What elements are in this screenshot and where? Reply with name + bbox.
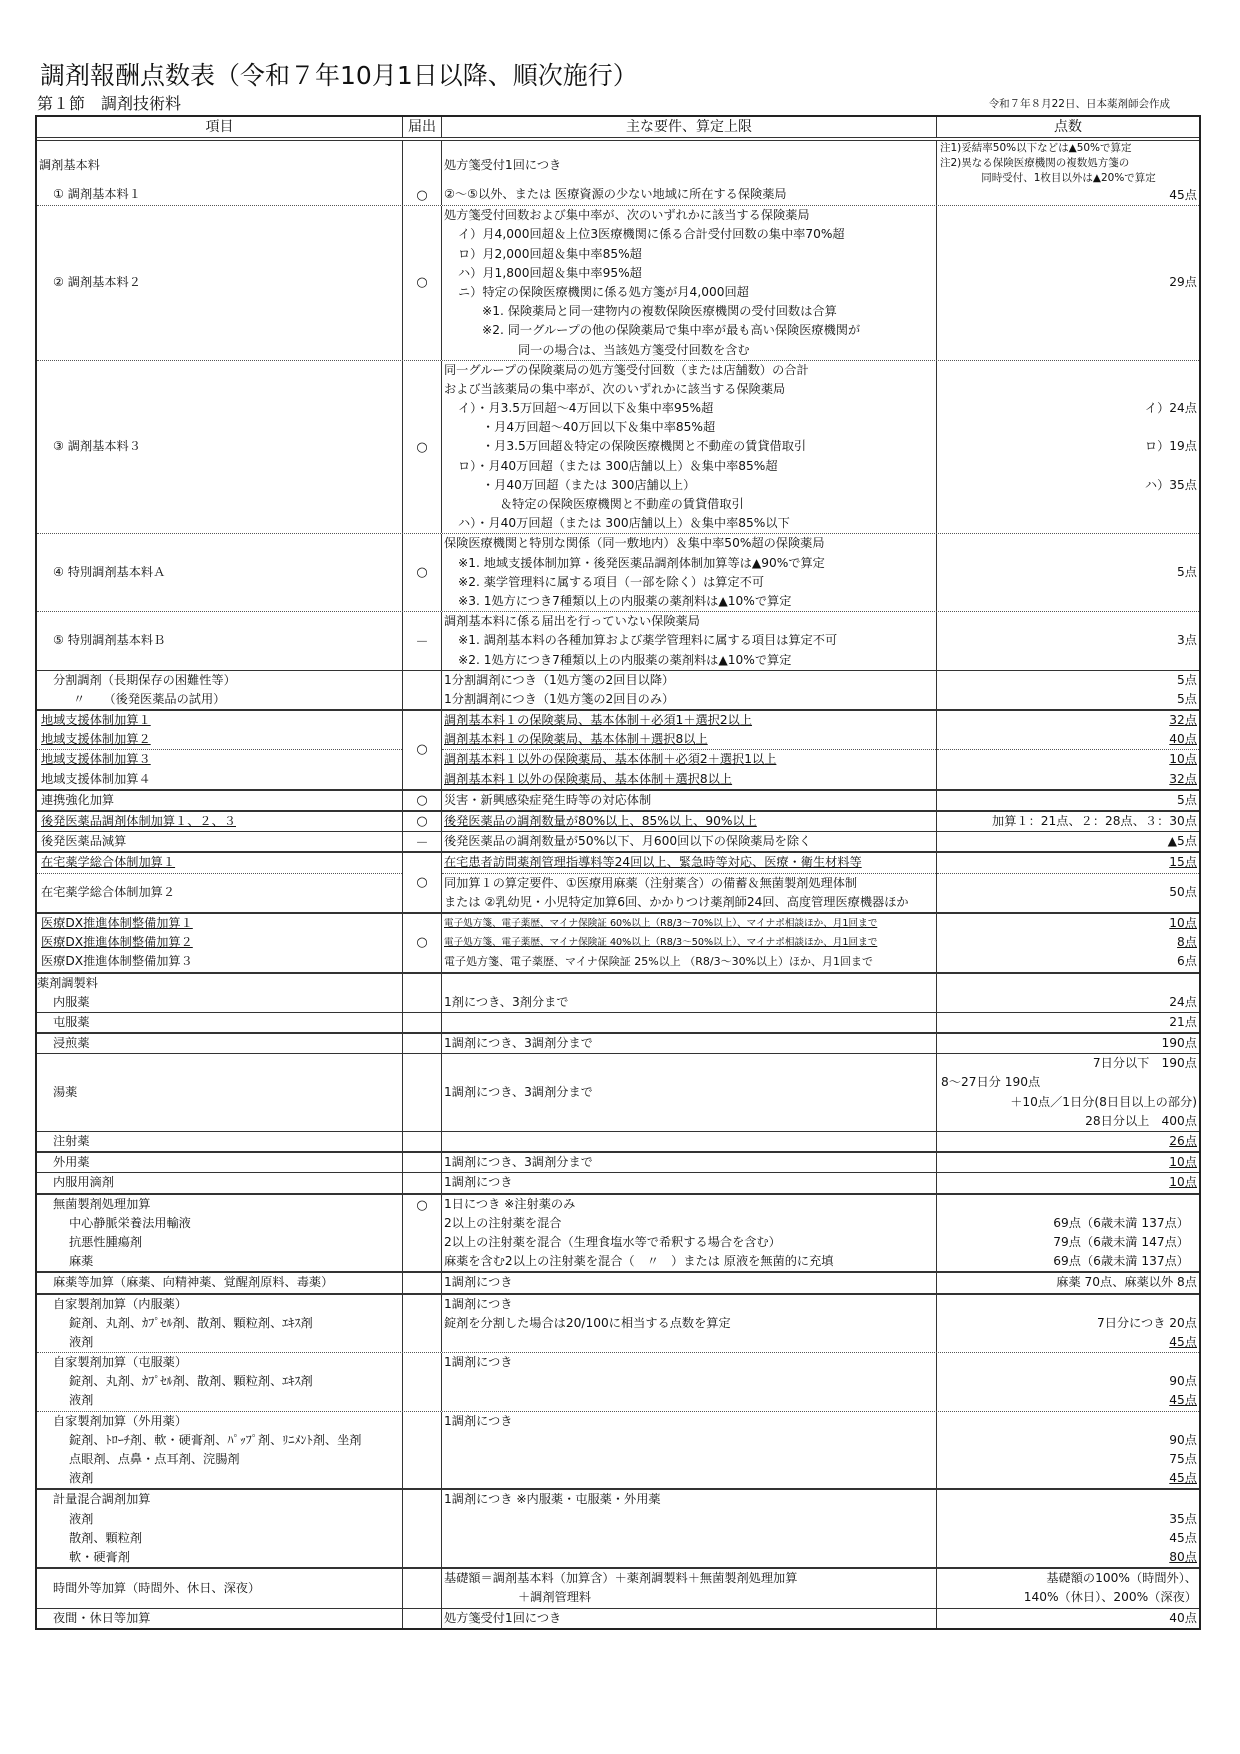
requirement-text: 1分割調剤につき（1処方箋の2回目のみ） bbox=[444, 691, 675, 706]
item-label: 液剤 bbox=[69, 1511, 94, 1526]
requirement-text: ②～⑤以外、または 医療資源の少ない地域に所在する保険薬局 bbox=[444, 187, 787, 202]
points-value: 3点 bbox=[1177, 633, 1197, 648]
points-value: 麻薬 70点、麻薬以外 8点 bbox=[1056, 1275, 1197, 1290]
points-value: 5点 bbox=[1177, 672, 1197, 687]
requirement-text: 保険医療機関と特別な関係（同一敷地内）＆集中率50%超の保険薬局 bbox=[444, 536, 825, 551]
points-value: 79点（6歳未満 147点） bbox=[1053, 1234, 1189, 1249]
requirement-text: 1調剤につき bbox=[444, 1275, 513, 1290]
notification-mark: － bbox=[403, 832, 442, 851]
date-author: 令和７年８月22日、日本薬剤師会作成 bbox=[988, 98, 1170, 110]
requirement-text: ロ）・月40万回超（または 300店舗以上）＆集中率85%超 bbox=[458, 458, 778, 473]
points-value: 15点 bbox=[1169, 855, 1197, 870]
document-title: 調剤報酬点数表（令和７年10月1日以降、順次施行） bbox=[40, 61, 638, 90]
col-header-notification: 届出 bbox=[403, 117, 442, 137]
points-value: 加算１：21点、２：28点、３：30点 bbox=[992, 814, 1197, 828]
requirement-text: ※2. 薬学管理料に属する項目（一部を除く）は算定不可 bbox=[458, 574, 765, 589]
points-value: 10点 bbox=[1169, 1155, 1197, 1170]
item-label: 湯薬 bbox=[53, 1085, 78, 1100]
item-label: 無菌製剤処理加算 bbox=[53, 1196, 151, 1211]
requirement-text: 後発医薬品の調剤数量が50%以下、月600回以下の保険薬局を除く bbox=[444, 834, 812, 849]
points-value: ロ）19点 bbox=[1144, 439, 1197, 454]
points-value: 140%（休日）、200%（深夜） bbox=[1023, 1590, 1197, 1605]
points-value: 21点 bbox=[1169, 1014, 1197, 1029]
requirement-text: ハ）・月40万回超（または 300店舗以上）＆集中率85%以下 bbox=[458, 516, 790, 531]
table-row bbox=[37, 851, 1199, 912]
requirement-text: ※3. 1処方につき7種類以上の内服薬の薬剤料は▲10%で算定 bbox=[458, 593, 792, 608]
item-label: 内服薬 bbox=[53, 994, 90, 1009]
requirement-text: イ）・月3.5万回超～4万回以下＆集中率95%超 bbox=[458, 401, 714, 416]
requirement-text: 調剤基本料１以外の保険薬局、基本体制＋選択8以上 bbox=[444, 771, 733, 786]
points-value: 40点 bbox=[1169, 1610, 1197, 1625]
table-row bbox=[37, 670, 1199, 709]
requirement-text: ・月40万回超（または 300店舗以上） bbox=[482, 477, 696, 492]
requirement-text: ・月4万回超～40万回以下＆集中率85%超 bbox=[482, 420, 716, 435]
requirement-text: 調剤基本料に係る届出を行っていない保険薬局 bbox=[444, 614, 700, 629]
item-label: 地域支援体制加算１ bbox=[41, 713, 151, 728]
table-row bbox=[37, 709, 1199, 789]
points-value: 45点 bbox=[1169, 1334, 1197, 1349]
item-label: 液剤 bbox=[69, 1334, 94, 1349]
table-row bbox=[37, 205, 1199, 360]
item-label: 浸煎薬 bbox=[53, 1036, 90, 1051]
item-label: 計量混合調剤加算 bbox=[53, 1492, 151, 1507]
points-value: 7日分につき 20点 bbox=[1096, 1315, 1197, 1330]
requirement-text: 1日につき ※注射薬のみ bbox=[444, 1196, 576, 1211]
points-value: 45点 bbox=[1169, 1471, 1197, 1486]
item-label: 医療DX推進体制整備加算３ bbox=[41, 954, 193, 969]
points-value: 45点 bbox=[1169, 1393, 1197, 1408]
requirement-text: 1剤につき、3剤分まで bbox=[444, 994, 569, 1009]
points-value: 75点 bbox=[1169, 1452, 1197, 1466]
requirement-text: 基礎額＝調剤基本料（加算含）＋薬剤調製料＋無菌製剤処理加算 bbox=[444, 1571, 798, 1586]
points-value: ▲5点 bbox=[1167, 834, 1197, 849]
item-label: 麻薬 bbox=[69, 1254, 94, 1269]
requirement-text: ※2. 1処方につき7種類以上の内服薬の薬剤料は▲10%で算定 bbox=[458, 652, 792, 667]
requirement-text: ロ）月2,000回超＆集中率85%超 bbox=[458, 246, 642, 261]
item-label: ① 調剤基本料１ bbox=[53, 187, 141, 202]
table-row bbox=[37, 1608, 1199, 1628]
table-row bbox=[37, 1131, 1199, 1151]
table-row bbox=[37, 360, 1199, 534]
requirement-text: 同一の場合は、当該処方箋受付回数を含む bbox=[518, 342, 750, 357]
table-header bbox=[37, 117, 1199, 141]
requirement-text: 調剤基本料１以外の保険薬局、基本体制＋必須2＋選択1以上 bbox=[442, 749, 936, 769]
points-value: 90点 bbox=[1169, 1432, 1197, 1447]
points-value: 28日分以上 400点 bbox=[1085, 1113, 1197, 1128]
item-label: 錠剤、ﾄﾛｰﾁ剤、軟・硬膏剤、ﾊﾟｯﾌﾟ剤、ﾘﾆﾒﾝﾄ剤、坐剤 bbox=[69, 1432, 362, 1447]
item-label: 中心静脈栄養法用輸液 bbox=[69, 1215, 191, 1230]
requirement-text: ※1. 保険薬局と同一建物内の複数保険医療機関の受付回数は合算 bbox=[482, 304, 837, 319]
table-row bbox=[37, 912, 1199, 972]
item-label: ⑤ 特別調剤基本料Ｂ bbox=[53, 633, 166, 648]
points-value: ＋10点／1日分(8日目以上の部分) bbox=[1010, 1094, 1197, 1109]
table-row bbox=[37, 1488, 1199, 1567]
note-text: 注2)異なる保険医療機関の複数処方箋の bbox=[940, 157, 1130, 169]
item-label: 抗悪性腫瘍剤 bbox=[69, 1234, 143, 1249]
section-label: 薬剤調製料 bbox=[37, 975, 98, 990]
item-label: 〃 （後発医薬品の試用） bbox=[73, 691, 226, 706]
notification-mark: ○ bbox=[403, 206, 442, 360]
requirement-text: または ②乳幼児・小児特定加算6回、かかりつけ薬剤師24回、高度管理医療機器ほか bbox=[444, 894, 909, 909]
points-value: 5点 bbox=[1177, 565, 1197, 580]
item-label: 液剤 bbox=[69, 1471, 94, 1486]
col-header-requirements: 主な要件、算定上限 bbox=[442, 117, 937, 137]
item-label: 錠剤、丸剤、ｶﾌﾟｾﾙ剤、散剤、顆粒剤、ｴｷｽ剤 bbox=[69, 1315, 313, 1330]
requirement-text: 同一グループの保険薬局の処方箋受付回数（または店舗数）の合計 bbox=[444, 362, 809, 377]
item-label: 後発医薬品減算 bbox=[41, 834, 127, 849]
requirement-text: 錠剤を分割した場合は20/100に相当する点数を算定 bbox=[444, 1315, 731, 1330]
requirement-text: 処方箋受付1回につき bbox=[444, 1610, 562, 1625]
points-value: 40点 bbox=[1169, 732, 1197, 747]
points-value: 80点 bbox=[1169, 1549, 1197, 1564]
notification-mark: ○ bbox=[403, 534, 442, 611]
item-label: 屯服薬 bbox=[53, 1014, 90, 1029]
requirement-text: 調剤基本料１の保険薬局、基本体制＋必須1＋選択2以上 bbox=[444, 713, 753, 728]
points-value: 6点 bbox=[1177, 954, 1197, 969]
item-label: 自家製剤加算（内服薬） bbox=[53, 1296, 188, 1311]
requirement-text: イ）月4,000回超＆上位3医療機関に係る合計受付回数の集中率70%超 bbox=[458, 227, 845, 242]
points-value: 10点 bbox=[1169, 1175, 1197, 1190]
item-label: 地域支援体制加算２ bbox=[41, 732, 151, 747]
item-label: 自家製剤加算（屯服薬） bbox=[53, 1355, 188, 1370]
requirement-text: 1調剤につき bbox=[444, 1413, 513, 1428]
points-value: イ）24点 bbox=[1144, 401, 1197, 416]
item-label: 在宅薬学総合体制加算１ bbox=[41, 855, 176, 870]
note-text: 同時受付、1枚目以外は▲20%で算定 bbox=[981, 172, 1156, 184]
item-label: ③ 調剤基本料３ bbox=[53, 439, 141, 454]
points-value: 10点 bbox=[937, 749, 1199, 769]
requirement-text: 処方箋受付1回につき bbox=[444, 158, 562, 172]
requirement-text: ハ）月1,800回超＆集中率95%超 bbox=[458, 265, 642, 280]
points-value: 45点 bbox=[1169, 188, 1197, 202]
table-row bbox=[37, 972, 1199, 993]
requirement-text: 1調剤につき、3調剤分まで bbox=[444, 1155, 593, 1170]
points-value: 29点 bbox=[1169, 275, 1197, 290]
requirement-text: ニ）特定の保険医療機関に係る処方箋が月4,000回超 bbox=[458, 284, 749, 299]
table-row bbox=[37, 789, 1199, 810]
points-value: 32点 bbox=[1169, 713, 1197, 728]
requirement-text: 後発医薬品の調剤数量が80%以上、85%以上、90%以上 bbox=[444, 814, 757, 828]
points-value: 90点 bbox=[1169, 1374, 1197, 1389]
notification-mark: ○ bbox=[403, 812, 442, 831]
table-row bbox=[37, 1172, 1199, 1192]
item-label: 軟・硬膏剤 bbox=[69, 1549, 130, 1564]
item-label: 液剤 bbox=[69, 1393, 94, 1408]
item-label: 錠剤、丸剤、ｶﾌﾟｾﾙ剤、散剤、顆粒剤、ｴｷｽ剤 bbox=[69, 1374, 313, 1389]
table-row bbox=[37, 533, 1199, 611]
requirement-text: ※2. 同一グループの他の保険薬局で集中率が最も高い保険医療機関が bbox=[482, 323, 861, 338]
requirement-text: 1調剤につき bbox=[444, 1175, 513, 1190]
notification-mark: ○ bbox=[403, 853, 442, 912]
requirement-text: ※1. 調剤基本料の各種加算および薬学管理料に属する項目は算定不可 bbox=[458, 633, 838, 648]
requirement-text: 1調剤につき、3調剤分まで bbox=[444, 1085, 593, 1100]
requirement-text: 電子処方箋、電子薬歴、マイナ保険証 25%以上 （R8/3～30%以上）ほか、月1回まで bbox=[444, 955, 874, 969]
requirement-text: 電子処方箋、電子薬歴、マイナ保険証 60%以上（R8/3～70%以上）、マイナポ相談ほか、月1回まで bbox=[444, 917, 878, 929]
table-row bbox=[37, 810, 1199, 831]
points-value: 24点 bbox=[1169, 994, 1197, 1009]
table-row bbox=[37, 1151, 1199, 1172]
note-text: 注1)妥結率50%以下などは▲50%で算定 bbox=[940, 142, 1132, 154]
requirement-text: ・月3.5万回超＆特定の保険医療機関と不動産の賃貸借取引 bbox=[482, 439, 807, 454]
points-value: 5点 bbox=[1177, 691, 1197, 706]
col-header-points: 点数 bbox=[1054, 119, 1082, 135]
table-row bbox=[37, 1567, 1199, 1607]
points-value: 32点 bbox=[1169, 771, 1197, 786]
item-label: 自家製剤加算（外用薬） bbox=[53, 1413, 188, 1428]
item-label: 調剤基本料 bbox=[39, 158, 100, 172]
table-row bbox=[37, 611, 1199, 670]
requirement-text: および当該薬局の集中率が、次のいずれかに該当する保険薬局 bbox=[444, 381, 786, 396]
item-label: ② 調剤基本料２ bbox=[53, 275, 141, 290]
item-label: 時間外等加算（時間外、休日、深夜） bbox=[53, 1580, 261, 1595]
requirement-text: 同加算１の算定要件、①医療用麻薬（注射薬含）の備蓄＆無菌製剤処理体制 bbox=[442, 873, 936, 893]
points-value: 190点 bbox=[1161, 1036, 1197, 1051]
notification-mark: ○ bbox=[403, 141, 442, 205]
item-label: 医療DX推進体制整備加算２ bbox=[41, 935, 193, 950]
item-label: 分割調剤（長期保存の困難性等） bbox=[53, 672, 236, 687]
requirement-text: 1調剤につき ※内服薬・屯服薬・外用薬 bbox=[444, 1492, 661, 1507]
requirement-text: 在宅患者訪問薬剤管理指導料等24回以上、緊急時等対応、医療・衛生材料等 bbox=[444, 855, 862, 870]
requirement-text: 調剤基本料１の保険薬局、基本体制＋選択8以上 bbox=[444, 732, 708, 747]
requirement-text: ※1. 地域支援体制加算・後発医薬品調剤体制加算等は▲90%で算定 bbox=[458, 555, 825, 570]
requirement-text: 1調剤につき、3調剤分まで bbox=[444, 1036, 593, 1051]
notification-mark: ○ bbox=[403, 711, 442, 789]
requirement-text: 2以上の注射薬を混合（生理食塩水等で希釈する場合を含む） bbox=[444, 1234, 781, 1249]
item-label: 散剤、顆粒剤 bbox=[69, 1530, 143, 1545]
item-label: 地域支援体制加算３ bbox=[37, 749, 402, 769]
requirement-text: 処方箋受付回数および集中率が、次のいずれかに該当する保険薬局 bbox=[444, 208, 810, 223]
points-value: 8～27日分 190点 bbox=[941, 1075, 1041, 1090]
table-row bbox=[37, 141, 1199, 205]
points-value: 基礎額の100%（時間外）、 bbox=[1046, 1571, 1197, 1586]
points-value: 35点 bbox=[1169, 1511, 1197, 1526]
points-value: 45点 bbox=[1169, 1530, 1197, 1545]
requirement-text: 2以上の注射薬を混合 bbox=[444, 1215, 562, 1230]
requirement-text: 麻薬を含む2以上の注射薬を混合（ 〃 ）または 原液を無菌的に充填 bbox=[444, 1254, 834, 1269]
requirement-text: 電子処方箋、電子薬歴、マイナ保険証 40%以上（R8/3～50%以上）、マイナポ相談ほか、月1回まで bbox=[444, 937, 878, 949]
section-title: 第１節 調剤技術料 bbox=[37, 94, 182, 113]
requirement-text: 1調剤につき bbox=[444, 1355, 513, 1370]
requirement-text: 1分割調剤につき（1処方箋の2回目以降） bbox=[444, 672, 675, 687]
item-label: 夜間・休日等加算 bbox=[53, 1610, 151, 1625]
item-label: 内服用滴剤 bbox=[53, 1175, 114, 1190]
col-header-item: 項目 bbox=[37, 117, 403, 137]
item-label: 注射薬 bbox=[53, 1134, 90, 1148]
item-label: ④ 特別調剤基本料Ａ bbox=[53, 565, 166, 580]
item-label: 外用薬 bbox=[53, 1155, 90, 1170]
item-label: 点眼剤、点鼻・点耳剤、浣腸剤 bbox=[69, 1452, 240, 1466]
item-label: 後発医薬品調剤体制加算１、２、３ bbox=[41, 814, 236, 828]
notification-mark: ○ bbox=[403, 1195, 442, 1272]
points-value: 7日分以下 190点 bbox=[1092, 1056, 1197, 1071]
notification-mark: ○ bbox=[403, 361, 442, 534]
points-value: 8点 bbox=[1177, 935, 1197, 950]
requirement-text: 災害・新興感染症発生時等の対応体制 bbox=[444, 792, 652, 807]
table-row bbox=[37, 1352, 1199, 1411]
fee-table bbox=[35, 115, 1201, 1630]
points-value: 50点 bbox=[1169, 884, 1197, 899]
item-label: 在宅薬学総合体制加算２ bbox=[41, 884, 176, 899]
table-row bbox=[37, 1293, 1199, 1353]
notification-mark: － bbox=[403, 612, 442, 670]
table-row bbox=[37, 1012, 1199, 1032]
table-row bbox=[37, 1411, 1199, 1489]
requirement-text: ＋調剤管理料 bbox=[518, 1590, 592, 1605]
item-label: 地域支援体制加算４ bbox=[41, 771, 151, 786]
points-value: 10点 bbox=[1169, 915, 1197, 930]
item-label: 連携強化加算 bbox=[41, 792, 115, 807]
table-row bbox=[37, 831, 1199, 851]
notification-mark: ○ bbox=[403, 914, 442, 972]
requirement-text: 1調剤につき bbox=[444, 1296, 513, 1311]
points-value: 5点 bbox=[1177, 792, 1197, 807]
requirement-text: ＆特定の保険医療機関と不動産の賃貸借取引 bbox=[500, 497, 744, 511]
points-value: 26点 bbox=[1169, 1134, 1197, 1148]
points-value: ハ）35点 bbox=[1144, 477, 1197, 492]
table-row bbox=[37, 1271, 1199, 1292]
table-row bbox=[37, 1032, 1199, 1053]
table-row bbox=[37, 1053, 1199, 1131]
points-value: 69点（6歳未満 137点） bbox=[1053, 1215, 1189, 1230]
item-label: 麻薬等加算（麻薬、向精神薬、覚醒剤原料、毒薬） bbox=[53, 1275, 334, 1290]
notification-mark: ○ bbox=[403, 791, 442, 810]
item-label: 医療DX推進体制整備加算１ bbox=[41, 915, 193, 930]
points-value: 69点（6歳未満 137点） bbox=[1053, 1254, 1189, 1269]
table-row bbox=[37, 993, 1199, 1012]
table-row bbox=[37, 1193, 1199, 1272]
